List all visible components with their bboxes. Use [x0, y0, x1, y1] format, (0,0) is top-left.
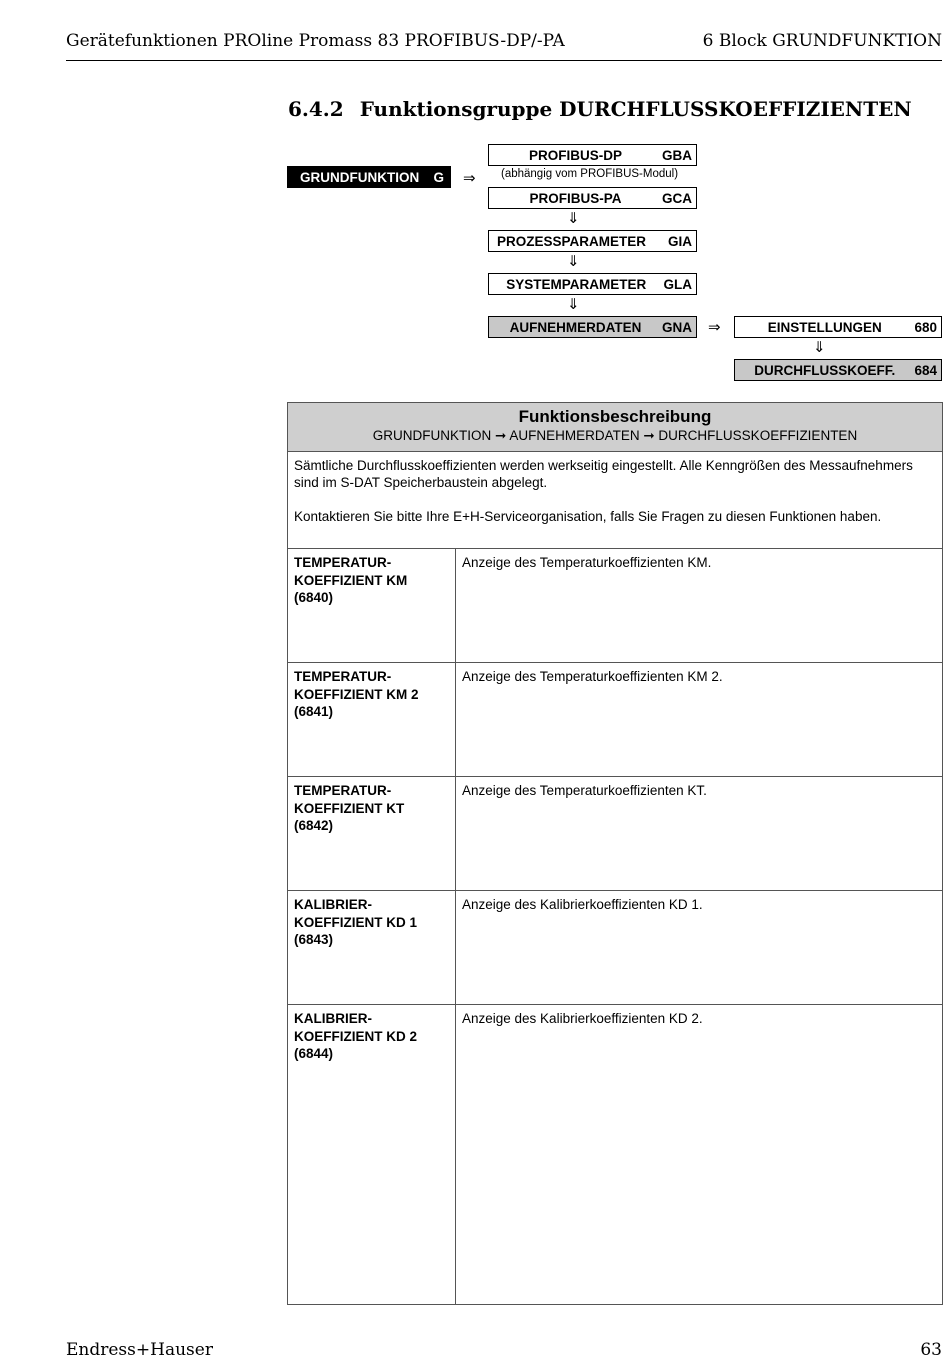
function-name: TEMPERATUR- KOEFFIZIENT KM 2 (6841)	[288, 663, 456, 776]
arrow-right-icon: ⇒	[463, 170, 476, 187]
description-intro	[288, 452, 942, 549]
running-header-chapter: 6 Block GRUNDFUNKTION	[702, 31, 942, 51]
module-note: (abhängig vom PROFIBUS-Modul)	[501, 168, 679, 180]
function-description: Anzeige des Temperaturkoeffizienten KM 2.	[462, 669, 723, 684]
table-row	[288, 663, 942, 777]
function-name: KALIBRIER- KOEFFIZIENT KD 2 (6844)	[288, 1005, 456, 1304]
table-row	[288, 1005, 942, 1304]
function-description: Anzeige des Kalibrierkoeffizienten KD 2.	[462, 1011, 703, 1026]
arrow-right-icon: ⇒	[708, 319, 721, 336]
function-description: Anzeige des Temperaturkoeffizienten KM.	[462, 555, 712, 570]
intro-paragraph: Kontaktieren Sie bitte Ihre E+H-Serviceorganisation, falls Sie Fragen zu diesen Funktionen haben.	[294, 509, 882, 524]
running-header-title: Gerätefunktionen PROline Promass 83 PROFIBUS-DP/-PA	[66, 31, 565, 51]
intro-paragraph: Sämtliche Durchflusskoeffizienten werden werkseitig eingestellt. Alle Kenngrößen des Messaufnehmers sind im S-DAT Speicherbaustein abgelegt.	[294, 458, 913, 490]
description-header	[288, 403, 942, 452]
section-title-text: Funktionsgruppe DURCHFLUSSKOEFFIZIENTEN	[359, 97, 912, 121]
function-description: Anzeige des Temperaturkoeffizienten KT.	[462, 783, 707, 798]
description-title: Funktionsbeschreibung	[518, 407, 712, 426]
box-profibus-dp: PROFIBUS-DP GBA	[488, 144, 697, 166]
section-number: 6.4.2	[288, 97, 344, 121]
description-path: GRUNDFUNKTION ➞ AUFNEHMERDATEN ➞ DURCHFLUSSKOEFFIZIENTEN	[372, 428, 858, 443]
table-row	[288, 549, 942, 663]
arrow-down-icon: ⇓	[567, 296, 580, 313]
table-row	[288, 777, 942, 891]
box-profibus-pa: PROFIBUS-PA GCA	[488, 187, 697, 209]
box-aufnehmerdaten: AUFNEHMERDATEN GNA	[488, 316, 697, 338]
box-durchflusskoeff: DURCHFLUSSKOEFF. 684	[734, 359, 942, 381]
function-name: KALIBRIER- KOEFFIZIENT KD 1 (6843)	[288, 891, 456, 1004]
box-grundfunktion: GRUNDFUNKTION G	[287, 166, 451, 188]
arrow-down-icon: ⇓	[567, 253, 580, 270]
box-systemparameter: SYSTEMPARAMETER GLA	[488, 273, 697, 295]
footer-company: Endress+Hauser	[66, 1340, 213, 1360]
page-number: 63	[920, 1340, 942, 1360]
function-description: Anzeige des Kalibrierkoeffizienten KD 1.	[462, 897, 703, 912]
table-row	[288, 891, 942, 1005]
function-name: TEMPERATUR- KOEFFIZIENT KM (6840)	[288, 549, 456, 662]
arrow-down-icon: ⇓	[567, 210, 580, 227]
header-rule	[66, 60, 942, 61]
arrow-down-icon: ⇓	[813, 339, 826, 356]
box-prozessparameter: PROZESSPARAMETER GIA	[488, 230, 697, 252]
function-description-table	[287, 402, 943, 1305]
box-einstellungen: EINSTELLUNGEN 680	[734, 316, 942, 338]
function-name: TEMPERATUR- KOEFFIZIENT KT (6842)	[288, 777, 456, 890]
section-title	[288, 97, 912, 121]
